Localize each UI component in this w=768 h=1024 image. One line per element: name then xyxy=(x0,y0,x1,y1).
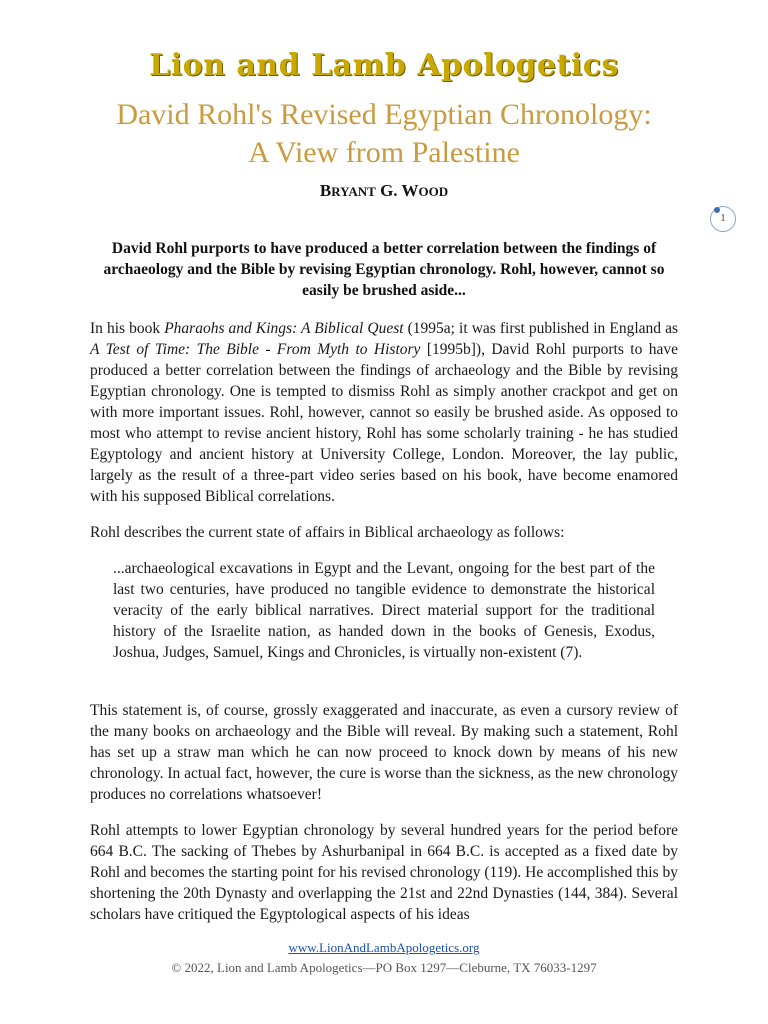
footer-copyright: © 2022, Lion and Lamb Apologetics—PO Box 1297—Cleburne, TX 76033-1297 xyxy=(171,960,597,975)
p1-book-title-2: A Test of Time: The Bible - From Myth to History xyxy=(90,341,421,358)
body-paragraph-1 xyxy=(90,318,678,507)
body-paragraph-2: Rohl describes the current state of affairs in Biblical archaeology as follows: xyxy=(90,524,565,541)
site-brand-title: Lion and Lamb Apologetics xyxy=(149,48,619,83)
author-smallcaps-1: RYANT xyxy=(331,184,376,199)
page-number-badge xyxy=(710,206,736,232)
author-byline xyxy=(0,181,768,201)
author-smallcaps-2: OOD xyxy=(418,184,449,199)
author-middle: G. W xyxy=(375,181,419,200)
body-paragraph-4: Rohl attempts to lower Egyptian chronology by several hundred years for the period before 664 B.C. The sacking of Thebes by Ashurbanipal in 664 B.C. is accepted as a fixed date by Rohl and becomes the starting point for his revised chronology (119). He accomplished this by shortening the 20th Dynasty and overlapping the 21st and 22nd Dynasties (144, 384). Several scholars have critiqued the Egyptological aspects of his ideas xyxy=(90,822,678,923)
p1-book-title-1: Pharaohs and Kings: A Biblical Quest xyxy=(164,320,404,337)
website-link[interactable]: www.LionAndLambApologetics.org xyxy=(288,940,480,955)
title-line-2: A View from Palestine xyxy=(248,136,520,169)
article-title xyxy=(0,96,768,172)
p1-text-c: [1995b]), David Rohl purports to have produced a better correlation between the findings of archaeology and the Bible by revising Egyptian chronology. One is tempted to dismiss Rohl as simply another crackpot and get on with more important issues. Rohl, however, cannot so easily be brushed aside. As opposed to most who attempt to revise ancient history, Rohl has some scholarly training - he has studied Egyptology and ancient history at University College, London. Moreover, the lay public, largely as the result of a three-part video series based on his book, have become enamored with his supposed Biblical correlations. xyxy=(90,341,678,505)
p1-text-a: In his book xyxy=(90,320,165,337)
title-line-1: David Rohl's Revised Egyptian Chronology: xyxy=(116,98,652,131)
article-abstract: David Rohl purports to have produced a better correlation between the findings of archaeology and the Bible by revising Egyptian chronology. Rohl, however, cannot so easily be brushed aside... xyxy=(103,240,665,299)
body-paragraph-3: This statement is, of course, grossly exaggerated and inaccurate, as even a cursory review of the many books on archaeology and the Bible will reveal. By making such a statement, Rohl has set up a straw man which he can now proceed to knock down by means of his new chronology. In actual fact, however, the cure is worse than the sickness, as the new chronology produces no correlations whatsoever! xyxy=(90,702,678,803)
block-quote: ...archaeological excavations in Egypt and the Levant, ongoing for the best part of the last two centuries, have produced no tangible evidence to demonstrate the historical veracity of the early biblical narratives. Direct material support for the traditional history of the Israelite nation, as handed down in the books of Genesis, Exodus, Joshua, Judges, Samuel, Kings and Chronicles, is virtually non-existent (7). xyxy=(113,560,655,661)
badge-dot-icon xyxy=(714,207,720,213)
author-initial-b: B xyxy=(319,181,332,200)
page-number: 1 xyxy=(720,213,726,224)
p1-text-b: (1995a; it was first published in England as xyxy=(403,320,679,337)
